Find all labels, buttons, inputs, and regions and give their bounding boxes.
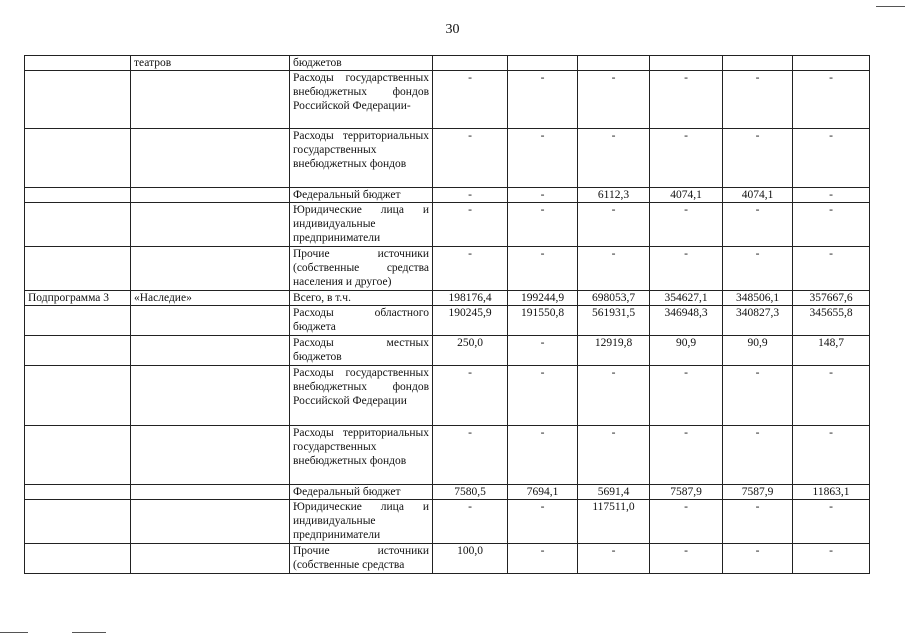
program-cell xyxy=(25,129,131,188)
value-cell: - xyxy=(508,500,578,544)
value-cell: - xyxy=(723,203,793,247)
value-cell: - xyxy=(650,247,723,291)
value-cell: 11863,1 xyxy=(793,485,870,500)
budget-table xyxy=(24,55,870,574)
value-cell: 5691,4 xyxy=(578,485,650,500)
value-cell: - xyxy=(433,500,508,544)
value-cell: - xyxy=(723,366,793,426)
program-cell: Подпрограмма 3 xyxy=(25,291,131,306)
table-row xyxy=(25,485,870,500)
value-cell: - xyxy=(508,336,578,366)
value-cell: - xyxy=(578,366,650,426)
name-cell xyxy=(131,247,290,291)
value-cell: - xyxy=(793,71,870,129)
table-row xyxy=(25,544,870,574)
value-cell: 7580,5 xyxy=(433,485,508,500)
value-cell: - xyxy=(793,426,870,485)
value-cell: 250,0 xyxy=(433,336,508,366)
table-row xyxy=(25,336,870,366)
value-cell: - xyxy=(578,544,650,574)
funding-source-cell: Всего, в т.ч. xyxy=(290,291,433,306)
value-cell: - xyxy=(723,129,793,188)
value-cell: - xyxy=(793,129,870,188)
value-cell: 191550,8 xyxy=(508,306,578,336)
value-cell: - xyxy=(793,203,870,247)
value-cell: - xyxy=(793,500,870,544)
table-row xyxy=(25,306,870,336)
value-cell: - xyxy=(433,203,508,247)
value-cell: - xyxy=(578,129,650,188)
name-cell xyxy=(131,426,290,485)
name-cell xyxy=(131,203,290,247)
funding-source-cell: Расходы территориальных государственных внебюджетных фондов xyxy=(290,129,433,188)
value-cell: 345655,8 xyxy=(793,306,870,336)
program-cell xyxy=(25,247,131,291)
value-cell: - xyxy=(508,129,578,188)
table-row xyxy=(25,203,870,247)
value-cell: 199244,9 xyxy=(508,291,578,306)
value-cell: 561931,5 xyxy=(578,306,650,336)
value-cell: - xyxy=(723,247,793,291)
name-cell xyxy=(131,485,290,500)
value-cell: 90,9 xyxy=(650,336,723,366)
name-cell xyxy=(131,366,290,426)
value-cell: 348506,1 xyxy=(723,291,793,306)
table-row xyxy=(25,500,870,544)
value-cell: 7587,9 xyxy=(650,485,723,500)
value-cell: - xyxy=(433,366,508,426)
program-cell xyxy=(25,306,131,336)
funding-source-cell: Расходы территориальных государственных внебюджетных фондов xyxy=(290,426,433,485)
value-cell: - xyxy=(723,544,793,574)
value-cell xyxy=(723,56,793,71)
program-cell xyxy=(25,366,131,426)
value-cell: - xyxy=(578,71,650,129)
value-cell: 357667,6 xyxy=(793,291,870,306)
funding-source-cell: Юридические лица и индивидуальные предприниматели xyxy=(290,203,433,247)
name-cell xyxy=(131,544,290,574)
value-cell: - xyxy=(508,203,578,247)
value-cell: - xyxy=(433,129,508,188)
value-cell: 100,0 xyxy=(433,544,508,574)
name-cell: «Наследие» xyxy=(131,291,290,306)
value-cell: - xyxy=(578,247,650,291)
value-cell: - xyxy=(793,544,870,574)
value-cell: - xyxy=(508,366,578,426)
program-cell xyxy=(25,71,131,129)
funding-source-cell: Федеральный бюджет xyxy=(290,188,433,203)
value-cell: - xyxy=(650,129,723,188)
value-cell: - xyxy=(508,544,578,574)
name-cell xyxy=(131,306,290,336)
value-cell: 7587,9 xyxy=(723,485,793,500)
value-cell: - xyxy=(723,500,793,544)
funding-source-cell: Расходы областного бюджета xyxy=(290,306,433,336)
name-cell xyxy=(131,71,290,129)
program-cell xyxy=(25,188,131,203)
value-cell: 7694,1 xyxy=(508,485,578,500)
name-cell xyxy=(131,188,290,203)
value-cell: 90,9 xyxy=(723,336,793,366)
value-cell xyxy=(650,56,723,71)
table-row xyxy=(25,71,870,129)
value-cell: - xyxy=(578,426,650,485)
page-number: 30 xyxy=(445,22,460,37)
name-cell xyxy=(131,336,290,366)
value-cell: 354627,1 xyxy=(650,291,723,306)
funding-source-cell: Расходы местных бюджетов xyxy=(290,336,433,366)
value-cell: 4074,1 xyxy=(723,188,793,203)
value-cell: 340827,3 xyxy=(723,306,793,336)
program-cell xyxy=(25,485,131,500)
name-cell xyxy=(131,129,290,188)
value-cell: - xyxy=(433,247,508,291)
value-cell: - xyxy=(433,71,508,129)
value-cell: - xyxy=(578,203,650,247)
table-row xyxy=(25,129,870,188)
value-cell: - xyxy=(793,366,870,426)
program-cell xyxy=(25,336,131,366)
program-cell xyxy=(25,500,131,544)
funding-source-cell: Прочие источники (собственные средства xyxy=(290,544,433,574)
scan-artifact-line xyxy=(0,632,28,633)
value-cell: - xyxy=(793,247,870,291)
value-cell: 198176,4 xyxy=(433,291,508,306)
value-cell: 6112,3 xyxy=(578,188,650,203)
value-cell: 4074,1 xyxy=(650,188,723,203)
value-cell: - xyxy=(508,426,578,485)
value-cell: - xyxy=(650,366,723,426)
table-row xyxy=(25,56,870,71)
table-row xyxy=(25,247,870,291)
value-cell: - xyxy=(793,188,870,203)
value-cell: 698053,7 xyxy=(578,291,650,306)
value-cell xyxy=(578,56,650,71)
value-cell: - xyxy=(723,71,793,129)
value-cell xyxy=(433,56,508,71)
value-cell xyxy=(793,56,870,71)
table-row xyxy=(25,366,870,426)
value-cell: 117511,0 xyxy=(578,500,650,544)
value-cell: - xyxy=(433,426,508,485)
value-cell: - xyxy=(650,544,723,574)
value-cell: - xyxy=(508,71,578,129)
table-row xyxy=(25,426,870,485)
value-cell: 190245,9 xyxy=(433,306,508,336)
program-cell xyxy=(25,544,131,574)
table-row xyxy=(25,291,870,306)
value-cell: - xyxy=(723,426,793,485)
value-cell: - xyxy=(650,426,723,485)
value-cell: - xyxy=(433,188,508,203)
scan-artifact-line xyxy=(72,632,106,633)
value-cell: - xyxy=(650,71,723,129)
funding-source-cell: Расходы государственных внебюджетных фондов Российской Федерации xyxy=(290,366,433,426)
name-cell xyxy=(131,500,290,544)
value-cell xyxy=(508,56,578,71)
value-cell: - xyxy=(650,203,723,247)
value-cell: - xyxy=(508,188,578,203)
program-cell xyxy=(25,426,131,485)
value-cell: - xyxy=(650,500,723,544)
funding-source-cell: бюджетов xyxy=(290,56,433,71)
value-cell: 346948,3 xyxy=(650,306,723,336)
name-cell: театров xyxy=(131,56,290,71)
funding-source-cell: Прочие источники (собственные средства населения и другое) xyxy=(290,247,433,291)
scan-artifact-line xyxy=(876,6,905,7)
funding-source-cell: Расходы государственных внебюджетных фондов Российской Федерации- xyxy=(290,71,433,129)
funding-source-cell: Юридические лица и индивидуальные предприниматели xyxy=(290,500,433,544)
value-cell: 12919,8 xyxy=(578,336,650,366)
program-cell xyxy=(25,56,131,71)
value-cell: - xyxy=(508,247,578,291)
value-cell: 148,7 xyxy=(793,336,870,366)
table-row xyxy=(25,188,870,203)
program-cell xyxy=(25,203,131,247)
funding-source-cell: Федеральный бюджет xyxy=(290,485,433,500)
